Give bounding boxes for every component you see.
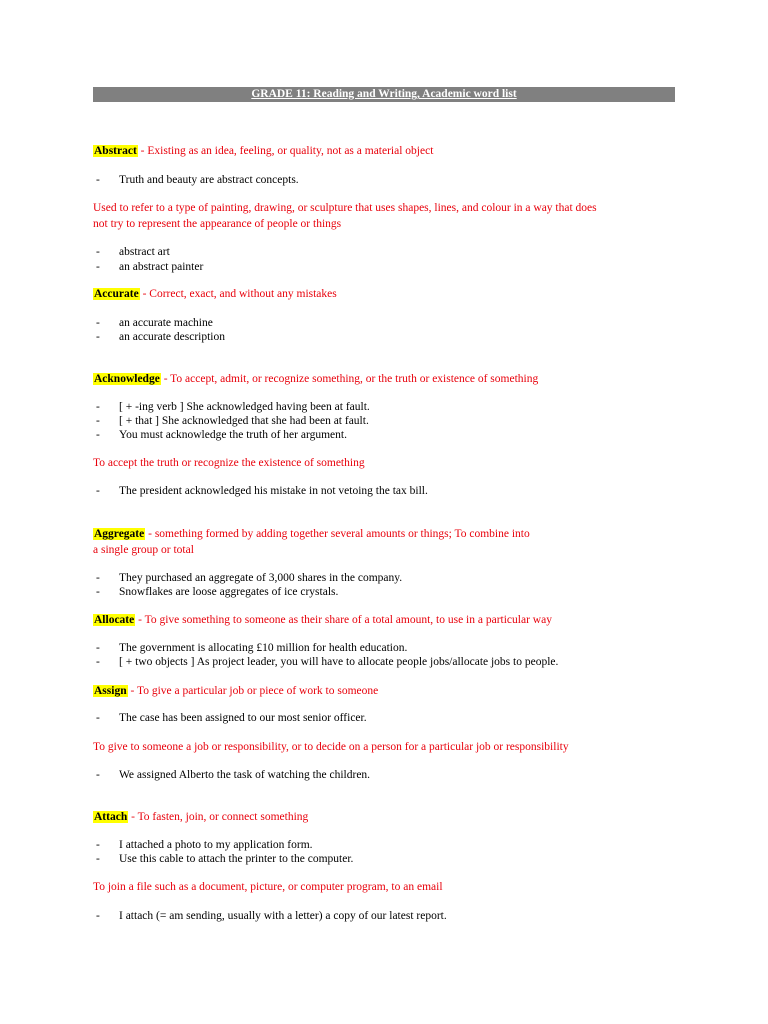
term-attach: Attach [94,811,128,823]
term-allocate: Allocate [94,614,135,626]
definition: - To give a particular job or piece of work to someone [127,685,379,697]
term-aggregate: Aggregate [94,528,145,540]
entry-aggregate-heading [93,527,530,541]
definition: - Existing as an idea, feeling, or quality, not as a material object [137,145,434,157]
definition: - To give something to someone as their share of a total amount, to use in a particular way [135,614,552,626]
term-accurate: Accurate [94,288,139,300]
document-page: GRADE 11: Reading and Writing, Academic word list Abstract - Existing as an idea, feeling, or quality, not as a material object - Truth and beauty are abstract concepts. Used to refer to a type of painting, drawing, or sculpture that uses shapes, lines, and colour in a way that does not try to represent the appearance of people or things - abstract art - an abstract painter Accurate - Correct, exact, and without any mistakes - an accurate machine - an accurate description Acknowledge - To accept, admit, or recognize something, or the truth or existence of something - [ + -ing verb ] She acknowledged having been at fault. - [ + that ] She acknowledged that she had been at fault. - You must acknowledge the truth of her argument. To accept the truth or recognize the existence of something - The president acknowledged his mistake in not vetoing the tax bill. Aggregate - something formed by adding together several amounts or things; To combine into a single group or total - They purchased an aggregate of 3,000 shares in the company. - Snowflakes are loose aggregates of ice crystals. Allocate - To give something to someone as their share of a total amount, to use in a particular way - The government is allocating £10 million for health education. - [ + two objects ] As project leader, you will have to allocate people jobs/allocate jobs to people. Assign - To give a particular job or piece of work to someone - The case has been assigned to our most senior officer. To give to someone a job or responsibility, or to decide on a person for a particular job or responsibility - We assigned Alberto the task of watching the children. Attach - To fasten, join, or connect something - I attached a photo to my application form. - Use this cable to attach the printer to the computer. To join a file such as a document, picture, or computer program, to an email - I attach (= am sending, usually with a letter) a copy of our latest report. [0,0,768,1024]
definition: Used to refer to a type of painting, drawing, or sculpture that uses shapes, lines, and colour in a way that does [93,202,597,214]
definition: not try to represent the appearance of people or things [93,218,342,230]
entry-assign-heading [93,684,378,698]
entry-acknowledge-heading [93,372,538,386]
definition: To join a file such as a document, picture, or computer program, to an email [93,881,443,893]
definition: - Correct, exact, and without any mistakes [139,288,337,300]
entry-accurate-heading [93,287,337,301]
definition: - To fasten, join, or connect something [128,811,309,823]
term-assign: Assign [94,685,127,697]
definition: To accept the truth or recognize the existence of something [93,457,365,469]
definition: To give to someone a job or responsibility, or to decide on a person for a particular job or responsibility [93,741,569,753]
definition: a single group or total [93,544,194,556]
definition: - something formed by adding together several amounts or things; To combine into [145,528,530,540]
term-abstract: Abstract [94,145,137,157]
entry-attach-heading [93,810,308,824]
term-acknowledge: Acknowledge [94,373,160,385]
document-title: GRADE 11: Reading and Writing, Academic word list [93,87,675,102]
entry-abstract-heading [93,144,433,158]
definition: - To accept, admit, or recognize something, or the truth or existence of something [160,373,539,385]
entry-allocate-heading [93,613,552,627]
